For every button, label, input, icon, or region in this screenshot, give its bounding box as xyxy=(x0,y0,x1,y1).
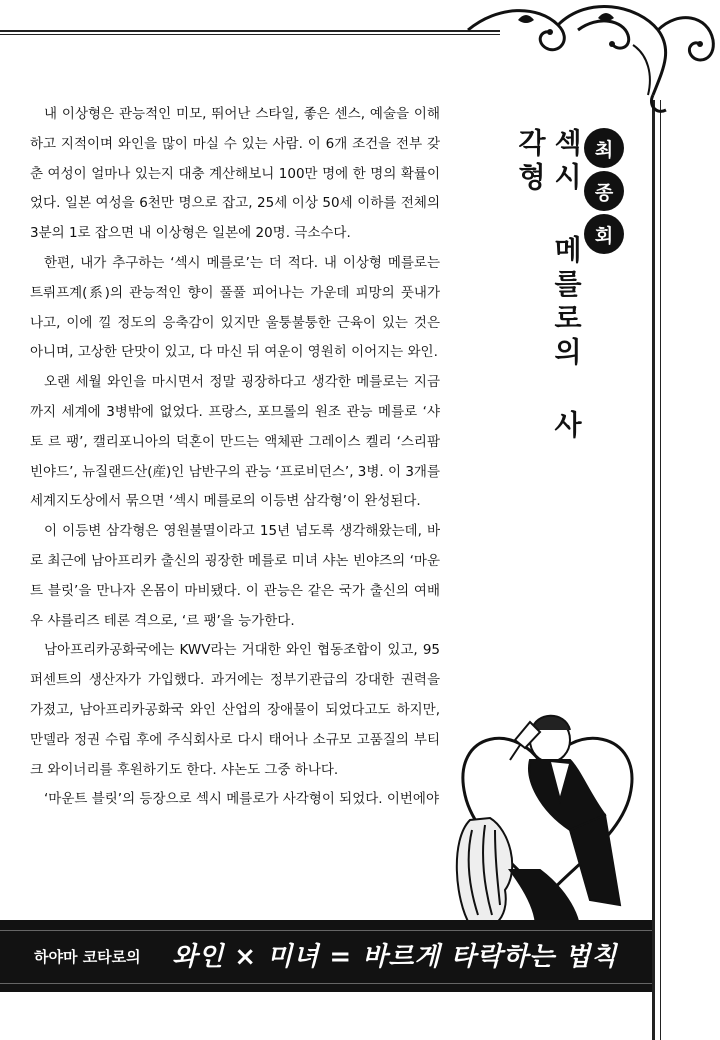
badge-char-2: 종 xyxy=(584,171,624,211)
top-frame-line xyxy=(0,30,500,32)
badge-char-1: 최 xyxy=(584,128,624,168)
paragraph-6: ‘마운트 블릿’의 등장으로 섹시 메를로가 사각형이 되었다. 이번에야 xyxy=(44,791,440,808)
right-frame-line-inner xyxy=(660,100,661,1040)
flourish-ornament-icon xyxy=(458,0,720,120)
paragraph-1: 내 이상형은 관능적인 미모, 뛰어난 스타일, 좋은 센스, 예술을 이해하고 지적이며 와인을 많이 마실 수 있는 사람. 이 6개 조건을 전부 갖춘 여성이 얼마나 있는지 대충 계산해보니 100만 명에 한 명의 확률이었다. 일본 여성을 6천만 명으로 잡고, 25세 이상 50세 이하를 전체의 3분의 1로 잡으면 내 이상형은 일본에 20명. 극소수다. xyxy=(30,106,440,242)
sommelier-and-woman-illustration xyxy=(430,700,660,935)
paragraph-2: 한편, 내가 추구하는 ‘섹시 메를로’는 더 적다. 내 이상형 메를로는 트뤼프계(系)의 관능적인 향이 풀풀 피어나는 가운데 피망의 풋내가 나고, 이에 낄 정도의 응축감이 있지만 울퉁불퉁한 근육이 있는 것은 아니며, 고상한 단맛이 있고, 다 마신 뒤 여운이 영원히 이어지는 와인. xyxy=(30,254,440,361)
paragraph-5: 남아프리카공화국에는 KWV라는 거대한 와인 협동조합이 있고, 95퍼센트의 생산자가 가입했다. 과거에는 정부기관급의 강대한 권력을 가졌고, 남아프리카공화국 와인 산업의 장애물이 되었다고도 하지만, 만델라 정권 수립 후에 주식회사로 다시 태어나 소규모 고품질의 부티크 와이너리를 후원하기도 한다. 샤논도 그중 하나다. xyxy=(30,642,440,778)
top-frame-line-inner xyxy=(0,34,500,35)
banner-author: 하야마 코타로의 xyxy=(34,948,141,966)
banner-series-title: 와인 × 미녀 = 바르게 타락하는 법칙 xyxy=(172,942,618,972)
paragraph-3: 오랜 세월 와인을 마시면서 정말 굉장하다고 생각한 메를로는 지금까지 세계에 3병밖에 없었다. 프랑스, 포므롤의 원조 관능 메를로 ‘샤토 르 팽’, 캘리포니아의 덕혼이 만드는 액체판 그레이스 켈리 ‘스리팜 빈야드’, 뉴질랜드산(産)인 남반구의 관능 ‘프로비던스’, 3병. 이 3개를 세계지도상에서 묶으면 ‘섹시 메를로의 이등변 삼각형’이 완성된다. xyxy=(30,374,440,510)
article-body xyxy=(30,100,440,815)
chapter-heading xyxy=(514,128,632,468)
chapter-title: 섹시 메를로의 사각형 xyxy=(514,128,583,444)
final-episode-badges xyxy=(584,128,628,257)
paragraph-4: 이 이등변 삼각형은 영원불멸이라고 15년 넘도록 생각해왔는데, 바로 최근에 남아프리카 출신의 굉장한 메를로 미녀 샤논 빈야즈의 ‘마운트 블릿’을 만나자 온몸이 마비됐다. 이 관능은 같은 국가 출신의 여배우 샤를리즈 테론 격으로, ‘르 팽’을 능가한다. xyxy=(30,523,440,629)
series-title-banner xyxy=(0,920,652,992)
badge-char-3: 회 xyxy=(584,214,624,254)
